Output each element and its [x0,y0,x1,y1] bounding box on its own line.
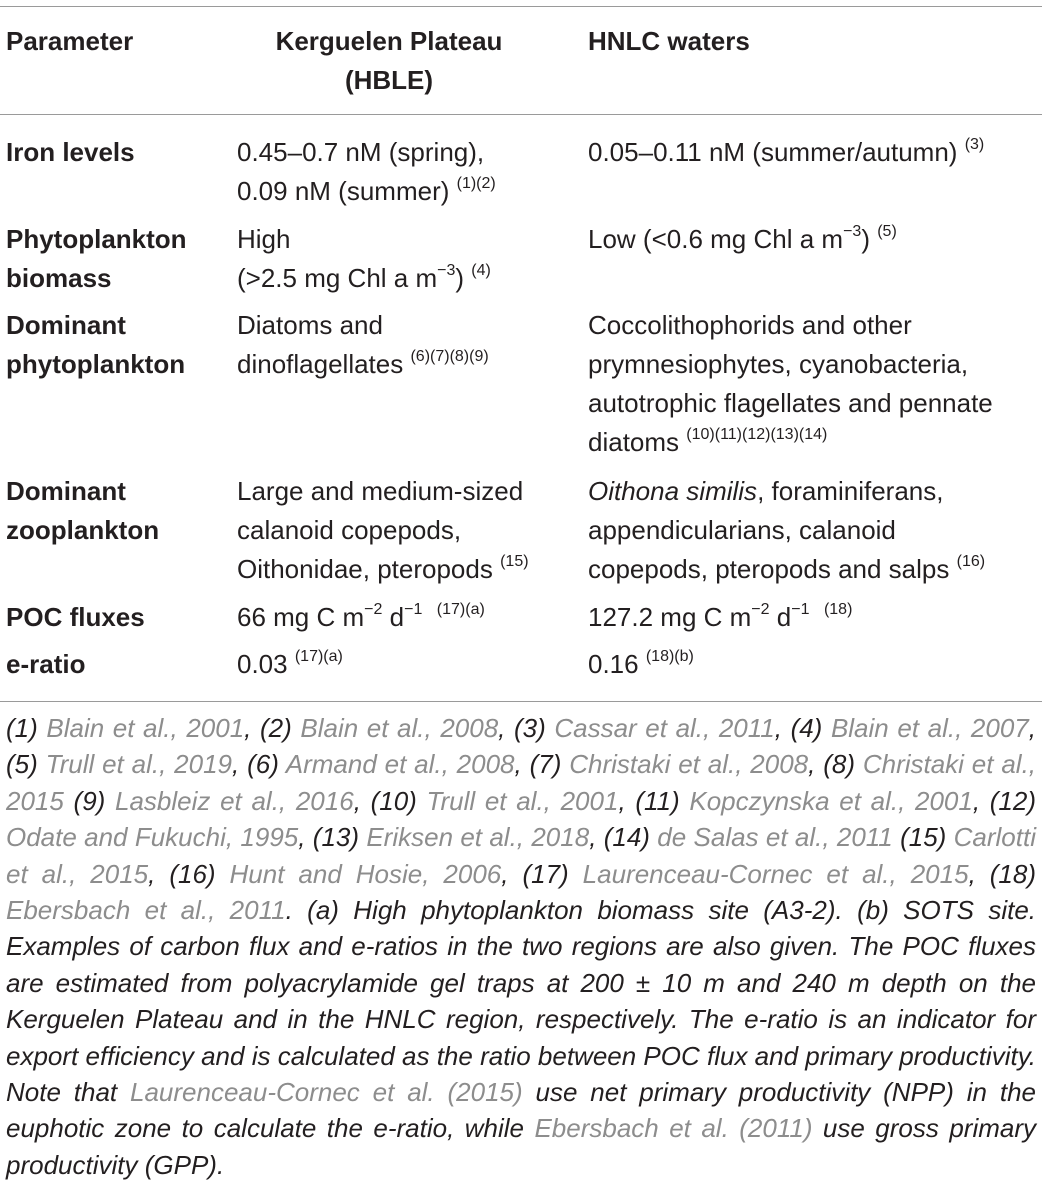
fn-ref-link[interactable]: Trull et al., 2001 [426,785,619,816]
row-poc-label: POC fluxes [6,602,145,632]
header-parameter: Parameter [6,26,134,56]
zoo-h-ref: (16) [956,553,986,570]
fn-text-2: use net primary productivity (NPP) in the euphotic zone to calculate the e-ratio, while [6,1077,1037,1144]
header-rule [0,114,1042,115]
fn-n10: , (10) [353,785,427,816]
phyto-k-line1: Diatoms and [237,310,383,340]
fn-n13: , (13) [298,822,367,853]
fn-n15: (15) [892,822,954,853]
poc-h-ref: (18) [823,601,853,618]
eratio-h-ref: (18)(b) [645,648,694,665]
eratio-h-value: 0.16 [588,649,639,679]
row-biomass-hnlc [588,220,897,263]
fn-ref-link[interactable]: Cassar et al., 2011 [554,713,775,743]
biomass-k-ref: (4) [471,262,491,279]
poc-k-b: d [382,602,405,632]
eratio-k-value: 0.03 [237,649,288,679]
fn-ref-link[interactable]: Blain et al., 2008 [300,713,499,743]
fn-ref-link[interactable]: Ebersbach et al., 2011 [6,895,286,926]
phyto-k-line2 [237,345,489,388]
iron-kerguelen-ref: (1)(2) [456,175,496,192]
row-iron-hnlc [588,133,984,176]
fn-n9: (9) [63,785,116,816]
header-kerguelen [230,22,548,100]
biomass-kerguelen-line2 [237,259,491,302]
fn-ref-link[interactable]: Hunt and Hosie, 2006 [229,858,502,889]
zoo-h-line1 [588,472,985,511]
fn-ref-link[interactable]: Armand et al., 2008 [285,749,515,780]
fn-ref-link[interactable]: Carlotti et al., 2015 [6,822,1036,889]
row-zoo-hnlc [588,472,985,593]
zoo-k-text: Oithonidae, pteropods [237,554,493,584]
zoo-h-text: copepods, pteropods and salps [588,554,950,584]
row-iron-kerguelen-line2 [237,172,496,215]
biomass-h-pre: Low (<0.6 mg Chl a m [588,224,844,254]
row-poc-kerguelen [237,598,485,641]
fn-ref-link[interactable]: de Salas et al., 2011 [657,822,893,853]
fn-ref-link[interactable]: Lasbleiz et al., 2016 [115,785,354,816]
phyto-label-line2: phytoplankton [6,349,186,379]
phyto-k-text: dinoflagellates [237,349,404,379]
eratio-k-ref: (17)(a) [294,648,343,665]
phyto-h-ref: (10)(11)(12)(13)(14) [686,426,828,443]
fn-n7: , (7) [514,749,570,780]
fn-n14: , (14) [589,822,658,853]
biomass-h-ref: (5) [877,223,897,240]
poc-h-b: d [769,602,792,632]
fn-n6: , (6) [232,749,286,780]
fn-ref-link[interactable]: Trull et al., 2019 [45,749,232,780]
zoo-k-ref: (15) [500,553,529,570]
poc-h-a: 127.2 mg C m [588,602,752,632]
phyto-label-line1: Dominant [6,310,126,340]
fn-n4: , (4) [774,713,831,743]
fn-text-1: . (a) High phytoplankton biomass site (A3-2). (b) SOTS site. Examples of carbon flux and e-ratios in the two regions are also given. The POC fluxes are estimated from polyacrylamide gel traps at 200 ± 10 m and 240 m depth on the Kerguelen Plateau and in the HNLC region, respectively. The e-ratio is an indicator for export efficiency and is calculated as the ratio between POC flux and primary productivity. Note that [6,895,1036,1108]
zoo-k-line3 [237,550,529,593]
phyto-h-line4 [588,423,993,466]
row-eratio-label: e-ratio [6,649,86,679]
fn-ref-link[interactable]: Eriksen et al., 2018 [366,822,590,853]
fn-n5: , (5) [6,713,1036,780]
fn-n3: , (3) [498,713,555,743]
poc-k-exp1: −2 [364,601,383,618]
fn-n1: (1) [6,713,47,743]
zoo-h-line3 [588,550,985,593]
header-kerguelen-line1: Kerguelen Plateau [275,26,503,56]
zoo-h-rest: , foraminiferans, [757,476,944,506]
poc-h-exp2: −1 [791,601,810,618]
zoo-k-line2: calanoid copepods, [237,515,462,545]
phyto-h-line2: prymnesiophytes, cyanobacteria, [588,349,969,379]
phyto-h-text: diatoms [588,427,680,457]
zoo-h-line2: appendicularians, calanoid [588,515,896,545]
fn-n17: , (17) [501,858,583,889]
poc-k-ref: (17)(a) [436,601,485,618]
fn-ref-link[interactable]: Laurenceau-Cornec et al., 2015 [582,858,969,889]
row-biomass-label [6,220,187,298]
poc-k-a: 66 mg C m [237,602,365,632]
fn-ref-link[interactable]: Christaki et al., 2008 [569,749,809,780]
fn-ref-link[interactable]: Blain et al., 2001 [46,713,245,743]
biomass-label-line2: biomass [6,263,112,293]
fn-ref-link[interactable]: Blain et al., 2007 [830,713,1029,743]
biomass-label-line1: Phytoplankton [6,224,187,254]
row-phyto-label [6,306,185,384]
zoo-label-line2: zooplankton [6,515,160,545]
row-zoo-kerguelen [237,472,529,593]
zoo-k-line1: Large and medium-sized [237,476,524,506]
row-biomass-kerguelen [237,220,491,302]
biomass-k-post: ) [455,263,465,293]
row-poc-hnlc [588,598,852,641]
phyto-h-line1: Coccolithophorids and other [588,310,912,340]
fn-n11: , (11) [618,785,690,816]
fn-n8: , (8) [808,749,863,780]
biomass-h-post: ) [861,224,870,254]
zoo-label-line1: Dominant [6,476,126,506]
row-iron-label: Iron levels [6,137,135,167]
zoo-h-species: Oithona similis [588,476,758,506]
fn-n12: , (12) [972,785,1036,816]
row-iron-kerguelen-line1: 0.45–0.7 nM (spring), [237,137,485,167]
fn-ref-link[interactable]: Odate and Fukuchi, 1995 [6,822,299,853]
row-phyto-hnlc [588,306,993,466]
fn-ref-link[interactable]: Christaki et al., 2015 [6,749,1037,816]
fn-ref-link[interactable]: Laurenceau-Cornec et al. (2015) [130,1077,523,1108]
table-footnote [6,710,1036,1183]
header-kerguelen-line2: (HBLE) [344,65,434,95]
fn-ref-link[interactable]: Kopczynska et al., 2001 [689,785,973,816]
header-hnlc: HNLC waters [588,26,750,56]
fn-n2: , (2) [244,713,301,743]
fn-ref-link[interactable]: Ebersbach et al. (2011) [534,1113,813,1144]
row-phyto-kerguelen [237,306,489,388]
poc-k-exp2: −1 [404,601,423,618]
biomass-k-exp: −3 [437,262,456,279]
biomass-h-exp: −3 [843,223,862,240]
biomass-kerguelen-line1: High [237,224,291,254]
row-iron-kerguelen [237,133,496,215]
row-eratio-hnlc [588,645,694,688]
iron-hnlc-value: 0.05–0.11 nM (summer/autumn) [588,137,958,167]
row-zoo-label [6,472,159,550]
fn-text-3: use gross primary productivity (GPP). [6,1113,1037,1180]
top-rule [0,6,1042,7]
phyto-h-line3: autotrophic flagellates and pennate [588,388,993,418]
fn-n18: , (18) [968,858,1036,889]
iron-hnlc-ref: (3) [964,136,985,153]
fn-n16: , (16) [148,858,230,889]
phyto-k-ref: (6)(7)(8)(9) [410,348,489,365]
biomass-k-pre: (>2.5 mg Chl a m [237,263,438,293]
row-eratio-kerguelen [237,645,343,688]
poc-h-exp1: −2 [751,601,770,618]
iron-kerguelen-summer: 0.09 nM (summer) [237,176,450,206]
bottom-rule [0,701,1042,702]
